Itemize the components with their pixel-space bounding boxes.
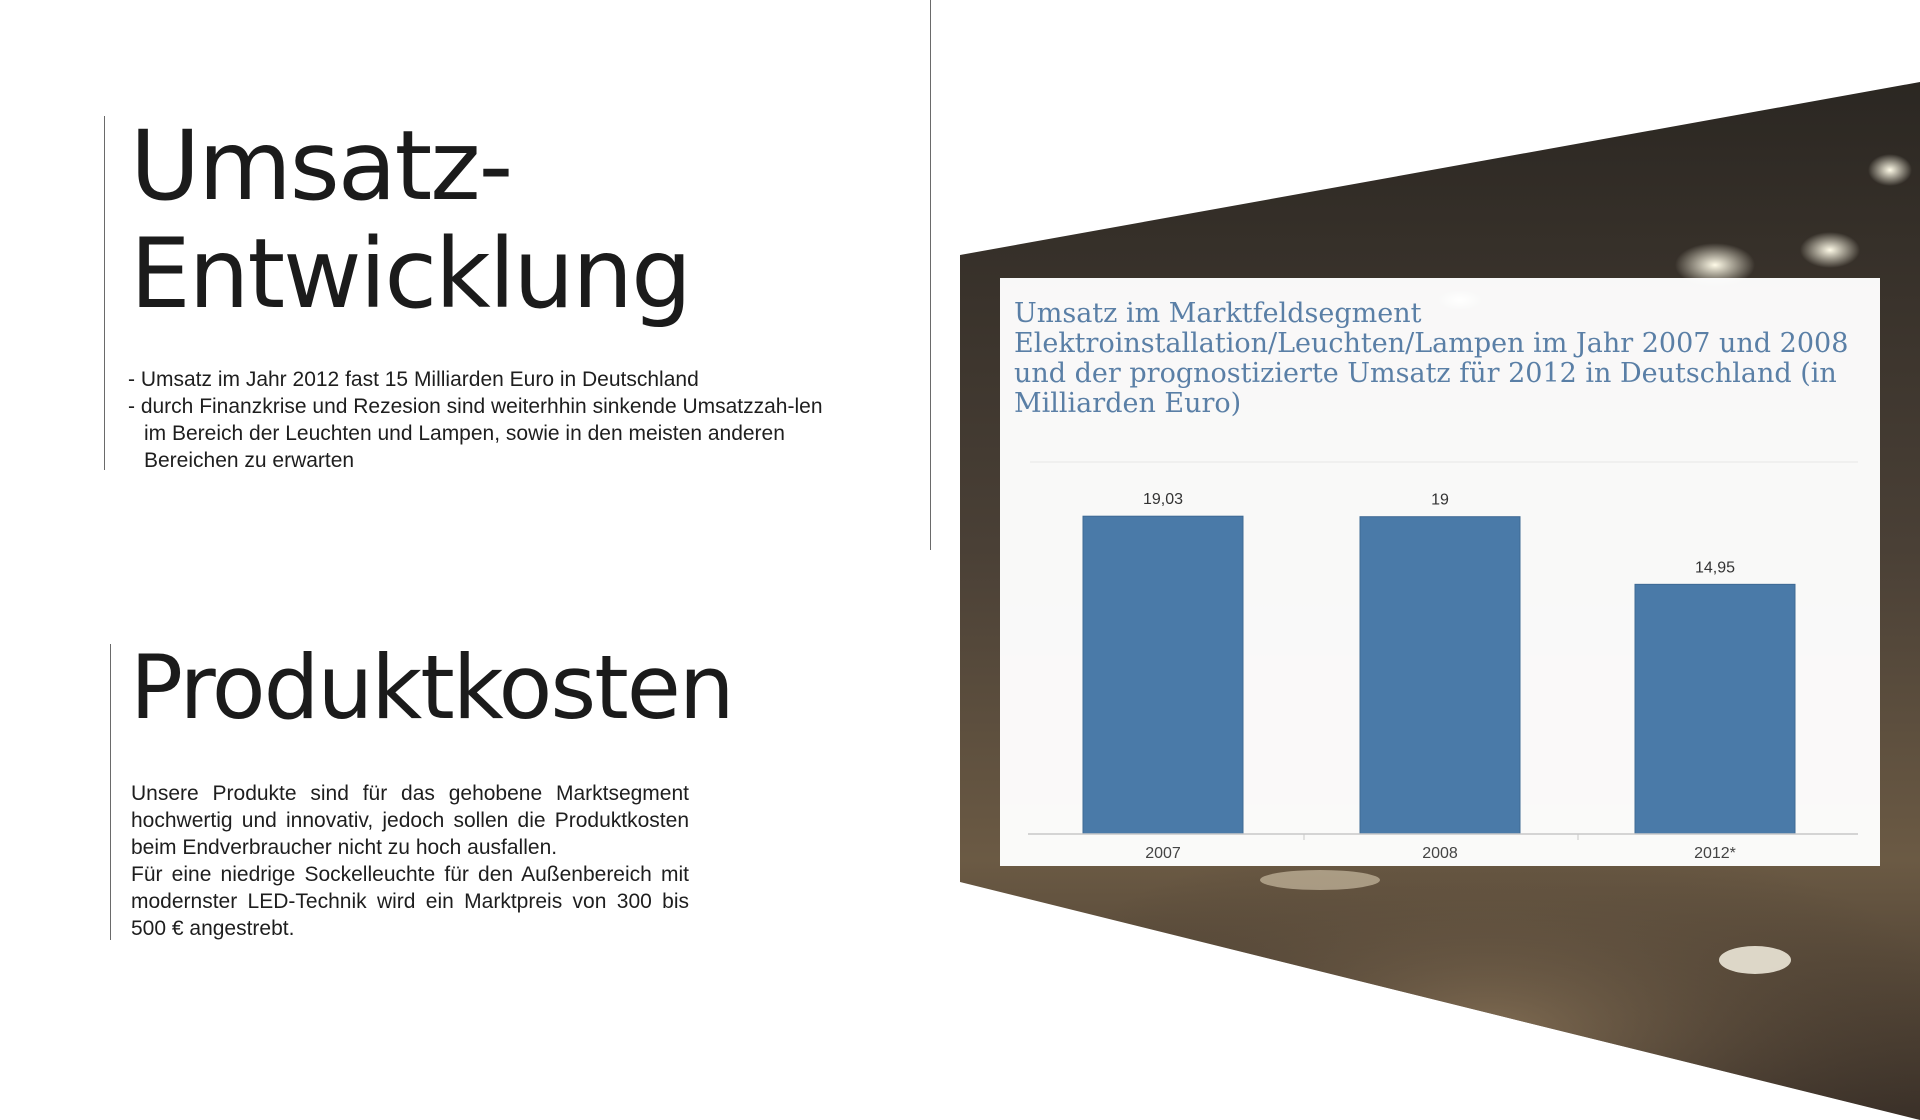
paragraph: Unsere Produkte sind für das gehobene Marktsegment hochwertig und innovativ, jedoch sollen die Produktkosten beim Endverbraucher nicht zu hoch ausfallen.	[131, 782, 689, 859]
chart-data-label: 19,03	[1142, 491, 1184, 509]
chart-title-line: Milliarden Euro)	[1014, 388, 1242, 419]
bullet-item: - Umsatz im Jahr 2012 fast 15 Milliarden Euro in Deutschland	[128, 366, 824, 393]
chart-title-line: und der prognostizierte Umsatz für 2012 in Deutschland (in	[1014, 358, 1837, 389]
divider-center	[930, 0, 931, 550]
divider-section1	[104, 116, 105, 470]
paragraph: Für eine niedrige Sockelleuchte für den Außenbereich mit modernster LED-Technik wird ein Marktpreis von 300 bis 500 € angestrebt.	[131, 863, 689, 940]
photo-and-chart	[960, 80, 1920, 1120]
section-title-produktkosten: Produktkosten	[130, 636, 733, 739]
chart-data-label: 14,95	[1694, 559, 1736, 577]
chart-title-line: Elektroinstallation/Leuchten/Lampen im Jahr 2007 und 2008	[1014, 328, 1849, 359]
chart-bar-2012	[1635, 584, 1795, 834]
chart-bar-2008	[1360, 517, 1520, 834]
section-title-umsatz	[130, 112, 690, 328]
chart-bar-2007	[1083, 516, 1243, 834]
title-line-1: Umsatz-	[130, 110, 512, 222]
bullet-item: - durch Finanzkrise und Rezesion sind weiterhhin sinkende Umsatzzah-len im Bereich der Leuchten und Lampen, sowie in den meisten anderen Bereichen zu erwarten	[128, 393, 824, 474]
bullet-list	[128, 366, 824, 474]
floor-reflection	[1260, 870, 1380, 890]
ceiling-light-icon	[1868, 154, 1912, 186]
floor-light-icon	[1719, 946, 1791, 974]
chart-x-tick-label: 2012*	[1694, 845, 1736, 862]
chart-x-tick-label: 2008	[1422, 845, 1458, 862]
ceiling-light-icon	[1800, 232, 1860, 268]
chart-title-line: Umsatz im Marktfeldsegment	[1014, 298, 1422, 329]
photo-panel	[960, 80, 1920, 1120]
produktkosten-text	[131, 780, 689, 942]
divider-section2	[110, 644, 111, 940]
chart-data-label: 19	[1431, 491, 1449, 509]
chart-card	[1000, 278, 1880, 866]
chart-x-tick-label: 2007	[1145, 845, 1181, 862]
title-line-2: Entwicklung	[130, 218, 690, 330]
